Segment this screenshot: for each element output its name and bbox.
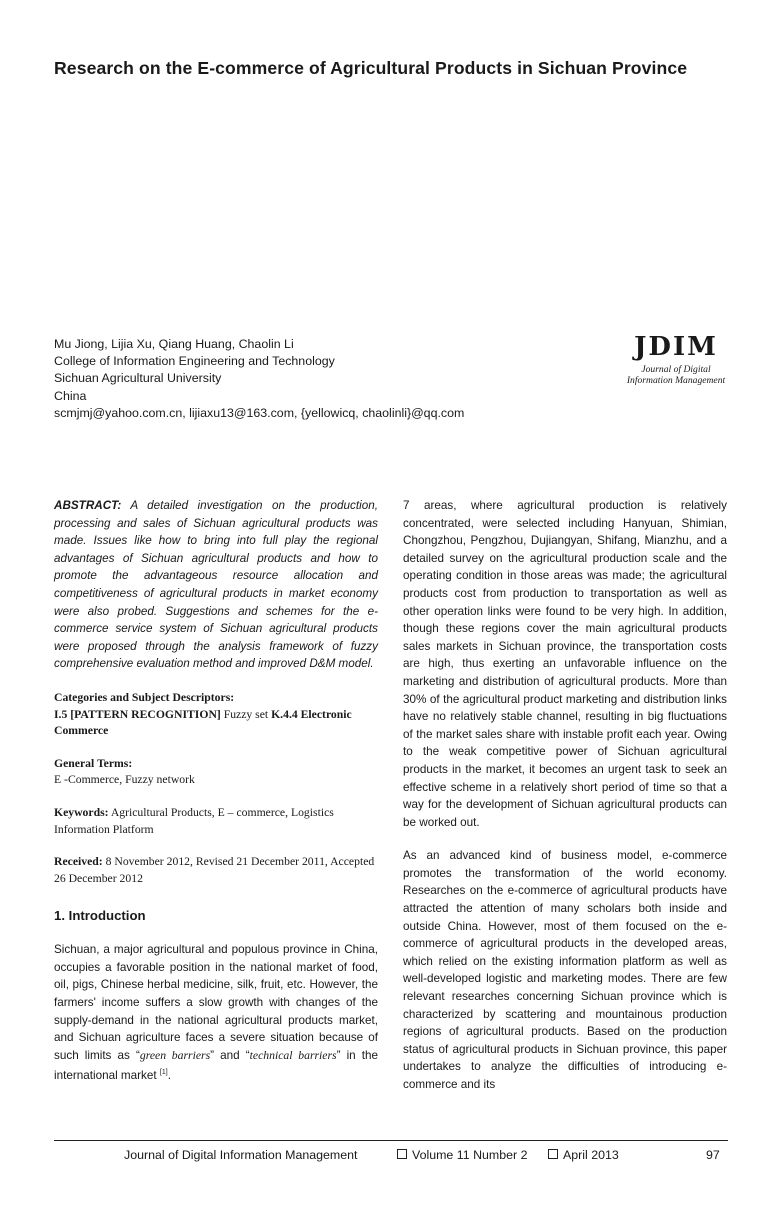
paper-title: Research on the E-commerce of Agricultural Products in Sichuan Province [54,58,688,78]
journal-logo [612,330,740,386]
author-block [54,336,534,422]
abstract [54,497,378,673]
footer-journal: Journal of Digital Information Management [124,1148,358,1162]
keywords-section [54,805,378,838]
footer-volume-group [397,1148,527,1162]
footer-volume: Volume 11 Number 2 [412,1148,528,1162]
journal-logo-mark: JDIM [634,332,718,362]
intro-p1-part-c: ” in the international market [54,1048,379,1083]
keywords-label: Keywords: [54,805,109,819]
introduction-heading: 1. Introduction [54,908,146,924]
footer-date-group [548,1148,619,1162]
intro-p1-part-d: . [167,1069,171,1083]
abstract-label: ABSTRACT: [54,499,122,512]
abstract-text: A detailed investigation on the production, processing and sales of Sichuan agricultural products was made. Issues like how to bring into full play the regional advantages of Sichuan agricultural products and how to promote the advantageous resource allocation and competitiveness of agricultural products in market economy were also probed. Suggestions and schemes for the e-commerce service system of Sichuan agricultural products were proposed through the analysis framework of fuzzy comprehensive evaluation method and improved D&M model. [54,499,378,671]
square-bullet-icon [548,1149,558,1159]
categories-term-1: Fuzzy set [220,707,272,721]
intro-p1-technical-barriers: technical barriers [249,1048,337,1062]
journal-logo-line2: Information Management [626,375,726,386]
general-terms-text: E -Commerce, Fuzzy network [54,773,195,787]
categories-code-2: K.4.4 Electronic Commerce [54,707,352,738]
received-section [54,854,378,887]
categories-heading: Categories and Subject Descriptors: [54,690,235,704]
intro-p1-part-a: Sichuan, a major agricultural and populous province in China, occupies a favorable position in the national market of food, oil, pigs, Chinese herbal medicine, silk, fruit, etc. However, the farmers' income suffers a slow growth with changes of the supply-demand in the national agricultural products market, and Sichuan agriculture faces a severe situation because of such limits as “ [54,943,378,1062]
journal-logo-line1: Journal of Digital [641,364,711,375]
journal-logo-text [612,364,740,386]
received-text: 8 November 2012, Revised 21 December 2011, Accepted 26 December 2012 [54,855,375,885]
general-terms-section [54,756,378,789]
keywords-text: Agricultural Products, E – commerce, Logistics Information Platform [54,805,334,836]
page-number: 97 [706,1148,720,1162]
affiliation-university: Sichuan Agricultural University [54,371,222,386]
left-column [54,497,378,1085]
categories-section [54,690,378,740]
footer-date: April 2013 [563,1148,619,1162]
affiliation-country: China [54,388,87,403]
right-column [403,497,727,1094]
author-emails: scmjmj@yahoo.com.cn, lijiaxu13@163.com, {yellowicq, chaolinli}@qq.com [54,405,465,420]
general-terms-heading: General Terms: [54,756,133,770]
intro-paragraph-2: 7 areas, where agricultural production is relatively concentrated, were selected including Hanyuan, Shimian, Chongzhou, Pengzhou, Dujiangyan, Shifang, Mianzhu, and a detailed survey on the agricultural production scale and the operating condition in those areas was made; the agricultural products cost from production to transportation as well as other operation links were found to be very high. In addition, though these regions cover the main agricultural products sales markets in Sichuan province, the transportation costs are high, thus exerting an unfavorable influence on the marketing and distribution of agricultural products. More than 30% of the agricultural product marketing and distribution links have no relatively stable channel, resulting in big fluctuations of the market sales share with instable profit each year. Owing to the weak competitive power of Sichuan agricultural products in the market, it becomes an urgent task to seek an effective scheme in a relatively short period of time so that a way for the development of Sichuan agricultural products can be worked out. [403,499,727,829]
affiliation-college: College of Information Engineering and Technology [54,354,335,369]
square-bullet-icon [397,1149,407,1159]
author-names: Mu Jiong, Lijia Xu, Qiang Huang, Chaolin Li [54,337,294,351]
received-label: Received: [54,855,103,869]
page-footer [54,1148,728,1166]
intro-paragraph-1 [54,941,378,1085]
intro-p1-part-b: ” and “ [210,1048,250,1062]
intro-p1-green-barriers: green barriers [139,1048,211,1062]
footer-rule [54,1140,728,1141]
intro-p1-citation: [1] [159,1069,168,1077]
categories-code-1: I.5 [PATTERN RECOGNITION] [54,707,221,721]
intro-paragraph-3: As an advanced kind of business model, e-commerce promotes the transformation of the world economy. Researches on the e-commerce of agricultural products have attracted the attention of many scholars both inside and outside China. However, most of them focused on the e-commerce of agricultural products in the developed areas, which relied on the existing information platform as well as well-developed logistic and marketing modes. There are few relevant researches concerning Sichuan province which is characterized by scattering and mountainous production regions of agricultural products. Based on the production status of agricultural products in Sichuan province, this paper undertakes to analyze the difficulties of introducing e-commerce and its [403,849,727,1091]
